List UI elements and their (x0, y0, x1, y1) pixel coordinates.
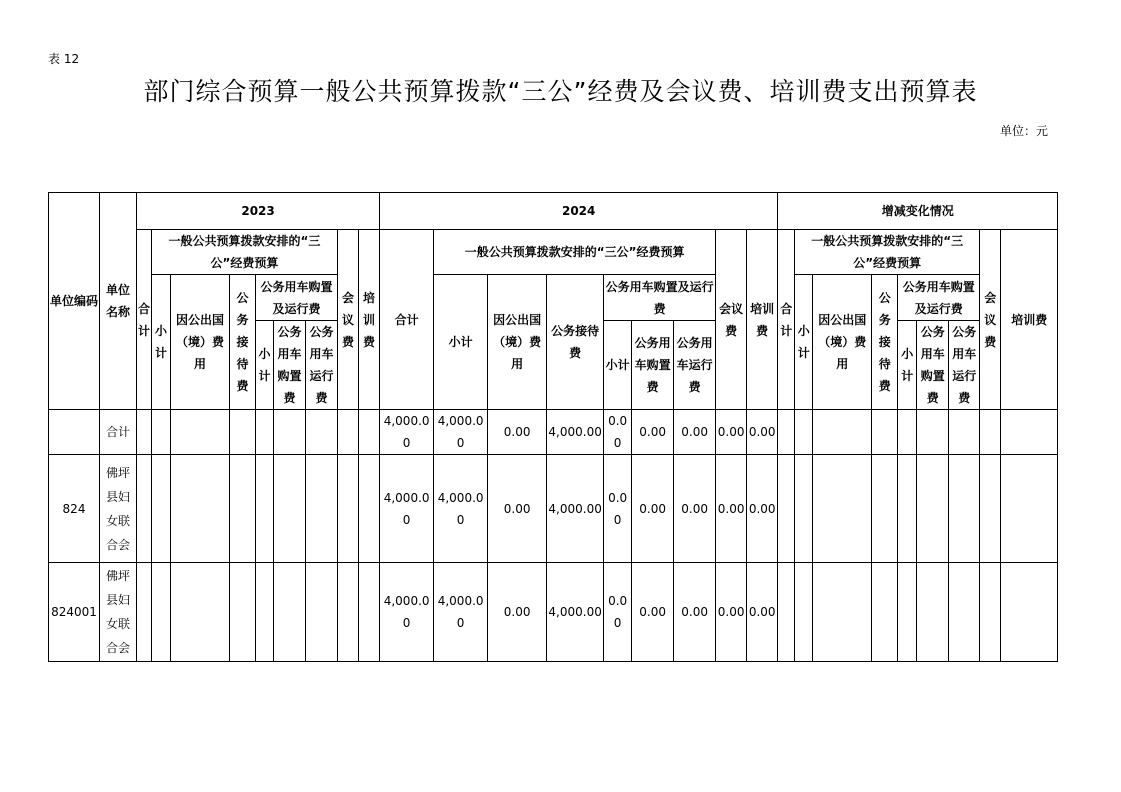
unit-name-cell: 合计 (100, 410, 137, 455)
header-unit-name: 单位名称 (100, 193, 137, 410)
header-2023-vehicle-subtotal: 小计 (256, 321, 274, 410)
cell-2023-subtotal (152, 455, 171, 563)
header-2023-vehicle-purchase: 公务用车购置费 (274, 321, 306, 410)
cell-2024-total: 4,000.00 (380, 563, 434, 662)
header-2024-meeting: 会议费 (716, 230, 747, 410)
cell-2023-reception (230, 455, 256, 563)
cell-change-total (778, 455, 795, 563)
cell-2023-total (137, 563, 152, 662)
cell-2024-abroad: 0.00 (488, 563, 547, 662)
header-change-sangong: 一般公共预算拨款安排的“三公”经费预算 (795, 230, 980, 275)
header-2023-total: 合计 (137, 230, 152, 410)
header-2023-meeting: 会议费 (338, 230, 359, 410)
cell-change-training (1001, 410, 1058, 455)
cell-2023-vehicle-subtotal (256, 410, 274, 455)
cell-2023-vehicle-subtotal (256, 455, 274, 563)
cell-2023-vehicle-operation (306, 455, 338, 563)
cell-change-vehicle-purchase (917, 563, 949, 662)
cell-2023-total (137, 410, 152, 455)
cell-2023-training (359, 455, 380, 563)
header-2024-reception: 公务接待费 (547, 275, 604, 410)
cell-change-reception (872, 563, 898, 662)
table-row (49, 410, 1058, 455)
unit-name-cell: 佛坪县妇女联合会 (100, 455, 137, 563)
header-2024-vehicle-subtotal: 小计 (604, 321, 632, 410)
header-2023-vehicle: 公务用车购置及运行费 (256, 275, 338, 321)
cell-change-abroad (813, 563, 872, 662)
header-2024-sangong: 一般公共预算拨款安排的“三公”经费预算 (434, 230, 716, 275)
budget-table (48, 192, 1058, 662)
cell-change-vehicle-purchase (917, 410, 949, 455)
cell-2023-meeting (338, 455, 359, 563)
cell-change-vehicle-subtotal (898, 563, 917, 662)
cell-2024-vehicle-operation: 0.00 (674, 410, 716, 455)
cell-2024-training: 0.00 (747, 455, 778, 563)
header-change-abroad: 因公出国（境）费用 (813, 275, 872, 410)
cell-2024-vehicle-subtotal: 0.00 (604, 563, 632, 662)
cell-change-vehicle-purchase (917, 455, 949, 563)
unit-code-cell (49, 410, 100, 455)
cell-change-vehicle-operation (949, 455, 980, 563)
table-row (49, 455, 1058, 563)
cell-change-abroad (813, 410, 872, 455)
cell-2023-subtotal (152, 410, 171, 455)
header-unit-code: 单位编码 (49, 193, 100, 410)
header-2024-vehicle: 公务用车购置及运行费 (604, 275, 716, 321)
cell-2024-abroad: 0.00 (488, 455, 547, 563)
cell-2023-vehicle-subtotal (256, 563, 274, 662)
cell-2023-total (137, 455, 152, 563)
cell-2023-vehicle-operation (306, 563, 338, 662)
header-change-meeting: 会议费 (980, 230, 1001, 410)
header-year-2024: 2024 (380, 193, 778, 230)
header-year-2023: 2023 (137, 193, 380, 230)
cell-2024-training: 0.00 (747, 410, 778, 455)
header-row-years (49, 193, 1058, 230)
cell-change-subtotal (795, 563, 813, 662)
header-change-reception: 公务接待费 (872, 275, 898, 410)
table-number: 表 12 (48, 52, 80, 66)
cell-change-meeting (980, 563, 1001, 662)
cell-change-abroad (813, 455, 872, 563)
cell-change-vehicle-operation (949, 563, 980, 662)
cell-change-training (1001, 455, 1058, 563)
table-row (49, 563, 1058, 662)
cell-2024-vehicle-purchase: 0.00 (632, 455, 674, 563)
cell-2023-meeting (338, 410, 359, 455)
header-2023-training: 培训费 (359, 230, 380, 410)
cell-2024-meeting: 0.00 (716, 455, 747, 563)
cell-2023-abroad (171, 410, 230, 455)
cell-2024-vehicle-subtotal: 0.00 (604, 410, 632, 455)
cell-2024-vehicle-operation: 0.00 (674, 563, 716, 662)
header-2024-abroad: 因公出国（境）费用 (488, 275, 547, 410)
cell-2024-vehicle-operation: 0.00 (674, 455, 716, 563)
cell-2024-vehicle-purchase: 0.00 (632, 563, 674, 662)
header-change-training: 培训费 (1001, 230, 1058, 410)
cell-2023-subtotal (152, 563, 171, 662)
header-change-total: 合计 (778, 230, 795, 410)
header-2023-reception: 公务接待费 (230, 275, 256, 410)
cell-change-reception (872, 410, 898, 455)
cell-2024-subtotal: 4,000.00 (434, 563, 488, 662)
cell-2024-total: 4,000.00 (380, 455, 434, 563)
cell-change-subtotal (795, 455, 813, 563)
cell-2023-abroad (171, 455, 230, 563)
header-change-vehicle-operation: 公务用车运行费 (949, 321, 980, 410)
unit-name-cell: 佛坪县妇女联合会 (100, 563, 137, 662)
header-2023-abroad: 因公出国（境）费用 (171, 275, 230, 410)
cell-change-meeting (980, 410, 1001, 455)
cell-2024-meeting: 0.00 (716, 410, 747, 455)
cell-2024-training: 0.00 (747, 563, 778, 662)
cell-change-total (778, 563, 795, 662)
header-change-subtotal: 小计 (795, 275, 813, 410)
cell-2023-abroad (171, 563, 230, 662)
cell-change-reception (872, 455, 898, 563)
cell-2023-vehicle-purchase (274, 563, 306, 662)
cell-2023-reception (230, 410, 256, 455)
cell-2023-vehicle-purchase (274, 455, 306, 563)
cell-2023-reception (230, 563, 256, 662)
cell-2023-vehicle-purchase (274, 410, 306, 455)
cell-change-vehicle-subtotal (898, 455, 917, 563)
cell-2023-training (359, 563, 380, 662)
header-change-vehicle-purchase: 公务用车购置费 (917, 321, 949, 410)
header-2024-vehicle-purchase: 公务用车购置费 (632, 321, 674, 410)
header-2024-total: 合计 (380, 230, 434, 410)
cell-2024-total: 4,000.00 (380, 410, 434, 455)
cell-2024-reception: 4,000.00 (547, 455, 604, 563)
unit-code-cell: 824 (49, 455, 100, 563)
header-2023-vehicle-operation: 公务用车运行费 (306, 321, 338, 410)
cell-change-subtotal (795, 410, 813, 455)
unit-label: 单位：元 (999, 124, 1048, 138)
cell-2023-meeting (338, 563, 359, 662)
cell-2024-subtotal: 4,000.00 (434, 455, 488, 563)
cell-2024-abroad: 0.00 (488, 410, 547, 455)
cell-2024-subtotal: 4,000.00 (434, 410, 488, 455)
cell-change-total (778, 410, 795, 455)
cell-change-vehicle-subtotal (898, 410, 917, 455)
cell-change-meeting (980, 455, 1001, 563)
header-row-sub (49, 275, 1058, 321)
header-change: 增减变化情况 (778, 193, 1058, 230)
cell-2024-vehicle-subtotal: 0.00 (604, 455, 632, 563)
header-2023-sangong: 一般公共预算拨款安排的“三公”经费预算 (152, 230, 338, 275)
cell-change-training (1001, 563, 1058, 662)
header-change-vehicle: 公务用车购置及运行费 (898, 275, 980, 321)
cell-2024-reception: 4,000.00 (547, 410, 604, 455)
page-title: 部门综合预算一般公共预算拨款“三公”经费及会议费、培训费支出预算表 (143, 77, 978, 106)
unit-code-cell: 824001 (49, 563, 100, 662)
cell-2023-training (359, 410, 380, 455)
header-change-vehicle-subtotal: 小计 (898, 321, 917, 410)
header-2024-training: 培训费 (747, 230, 778, 410)
header-row-groups (49, 230, 1058, 275)
cell-2024-meeting: 0.00 (716, 563, 747, 662)
cell-change-vehicle-operation (949, 410, 980, 455)
cell-2024-reception: 4,000.00 (547, 563, 604, 662)
cell-2023-vehicle-operation (306, 410, 338, 455)
header-2024-subtotal: 小计 (434, 275, 488, 410)
header-2024-vehicle-operation: 公务用车运行费 (674, 321, 716, 410)
header-2023-subtotal: 小计 (152, 275, 171, 410)
cell-2024-vehicle-purchase: 0.00 (632, 410, 674, 455)
